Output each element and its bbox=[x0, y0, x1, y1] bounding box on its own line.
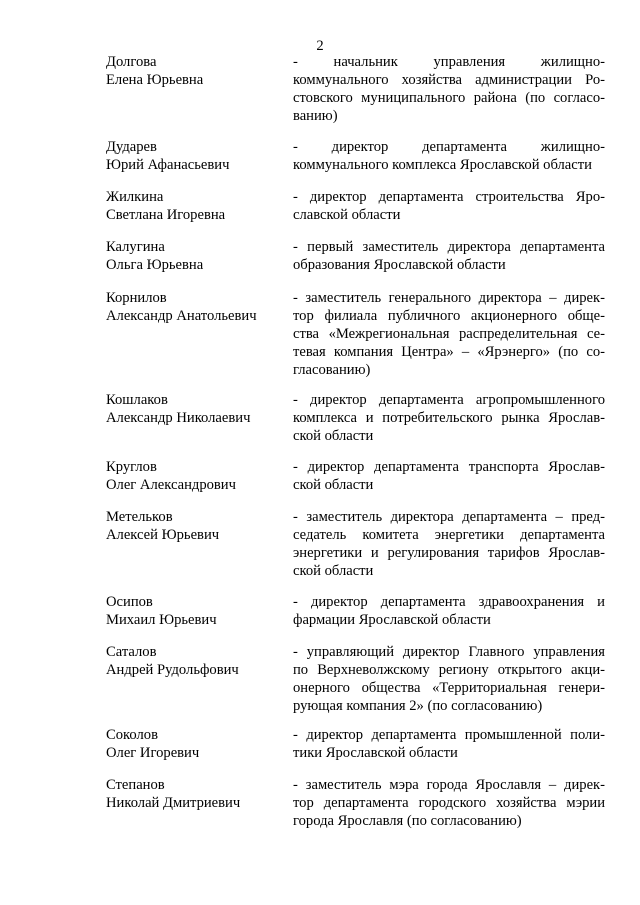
member-name bbox=[106, 188, 286, 224]
position-text-line: - директор департамента здравоохранения и bbox=[293, 594, 605, 610]
position-text-line: тевая компания Центра» – «Ярэнерго» (по со- bbox=[293, 344, 605, 360]
member-name bbox=[106, 726, 286, 762]
position-text-line: ской области bbox=[293, 563, 374, 579]
position-text-line: стовского муниципального района (по согласо- bbox=[293, 90, 605, 106]
member-position bbox=[293, 508, 605, 580]
member-position bbox=[293, 776, 605, 830]
position-text-line: по Верхневолжскому региону открытого акци- bbox=[293, 662, 605, 678]
member-position bbox=[293, 458, 605, 494]
member-position bbox=[293, 593, 605, 629]
member-surname: Кошлаков bbox=[106, 392, 168, 408]
position-text-line: онерного общества «Территориальная генери- bbox=[293, 680, 605, 696]
position-text-line: седатель комитета энергетики департамента bbox=[293, 527, 605, 543]
position-text-line: - первый заместитель директора департамента bbox=[293, 239, 605, 255]
page-number: 2 bbox=[316, 38, 324, 54]
member-given-names: Николай Дмитриевич bbox=[106, 795, 241, 811]
member-position bbox=[293, 188, 605, 224]
position-text-line: тор департамента городского хозяйства мэрии bbox=[293, 795, 605, 811]
member-name bbox=[106, 458, 286, 494]
member-surname: Жилкина bbox=[106, 189, 164, 205]
member-position bbox=[293, 391, 605, 445]
position-text-line: - заместитель мэра города Ярославля – дирек- bbox=[293, 777, 605, 793]
member-name bbox=[106, 138, 286, 174]
position-text-line: коммунального комплекса Ярославской области bbox=[293, 157, 592, 173]
position-text-line: ской области bbox=[293, 428, 374, 444]
member-given-names: Светлана Игоревна bbox=[106, 207, 226, 223]
position-text-line: образования Ярославской области bbox=[293, 257, 506, 273]
position-text-line: - директор департамента строительства Яро- bbox=[293, 189, 605, 205]
member-position bbox=[293, 726, 605, 762]
member-position bbox=[293, 138, 605, 174]
member-position bbox=[293, 289, 605, 379]
position-text-line: коммунального хозяйства администрации Ро- bbox=[293, 72, 605, 88]
position-text-line: - управляющий директор Главного управления bbox=[293, 644, 605, 660]
member-name bbox=[106, 643, 286, 679]
position-text-line: славской области bbox=[293, 207, 401, 223]
member-given-names: Ольга Юрьевна bbox=[106, 257, 204, 273]
member-surname: Калугина bbox=[106, 239, 165, 255]
member-position bbox=[293, 643, 605, 715]
position-text-line: ства «Межрегиональная распределительная се- bbox=[293, 326, 605, 342]
position-text-line: - директор департамента агропромышленного bbox=[293, 392, 605, 408]
member-name bbox=[106, 289, 286, 325]
position-text-line: ванию) bbox=[293, 108, 338, 124]
member-name bbox=[106, 53, 286, 89]
member-name bbox=[106, 593, 286, 629]
position-text-line: рующая компания 2» (по согласованию) bbox=[293, 698, 543, 714]
position-text-line: комплекса и потребительского рынка Ярослав- bbox=[293, 410, 605, 426]
position-text-line: - директор департамента промышленной поли- bbox=[293, 727, 605, 743]
position-text-line: фармации Ярославской области bbox=[293, 612, 491, 628]
member-given-names: Александр Николаевич bbox=[106, 410, 251, 426]
member-surname: Саталов bbox=[106, 644, 157, 660]
member-given-names: Олег Александрович bbox=[106, 477, 236, 493]
position-text-line: - заместитель директора департамента – пред- bbox=[293, 509, 605, 525]
member-position bbox=[293, 238, 605, 274]
position-text-line: энергетики и регулирования тарифов Ярослав- bbox=[293, 545, 605, 561]
member-name bbox=[106, 508, 286, 544]
member-given-names: Елена Юрьевна bbox=[106, 72, 204, 88]
member-surname: Степанов bbox=[106, 777, 165, 793]
member-surname: Корнилов bbox=[106, 290, 167, 306]
member-surname: Долгова bbox=[106, 54, 157, 70]
position-text-line: гласованию) bbox=[293, 362, 371, 378]
member-given-names: Алексей Юрьевич bbox=[106, 527, 220, 543]
member-surname: Метельков bbox=[106, 509, 173, 525]
member-given-names: Александр Анатольевич bbox=[106, 308, 257, 324]
position-text-line: - директор департамента жилищно- bbox=[293, 139, 605, 155]
position-text-line: - директор департамента транспорта Ярослав- bbox=[293, 459, 605, 475]
member-position bbox=[293, 53, 605, 125]
position-text-line: - начальник управления жилищно- bbox=[293, 54, 605, 70]
member-surname: Осипов bbox=[106, 594, 153, 610]
member-given-names: Андрей Рудольфович bbox=[106, 662, 239, 678]
member-surname: Соколов bbox=[106, 727, 158, 743]
position-text-line: тики Ярославской области bbox=[293, 745, 458, 761]
position-text-line: тор филиала публичного акционерного обще- bbox=[293, 308, 605, 324]
member-name bbox=[106, 776, 286, 812]
position-text-line: ской области bbox=[293, 477, 374, 493]
position-text-line: - заместитель генерального директора – дирек- bbox=[293, 290, 605, 306]
member-name bbox=[106, 391, 286, 427]
member-name bbox=[106, 238, 286, 274]
member-given-names: Олег Игоревич bbox=[106, 745, 200, 761]
member-given-names: Михаил Юрьевич bbox=[106, 612, 217, 628]
member-surname: Круглов bbox=[106, 459, 157, 475]
member-surname: Дударев bbox=[106, 139, 157, 155]
position-text-line: города Ярославля (по согласованию) bbox=[293, 813, 522, 829]
member-given-names: Юрий Афанасьевич bbox=[106, 157, 230, 173]
